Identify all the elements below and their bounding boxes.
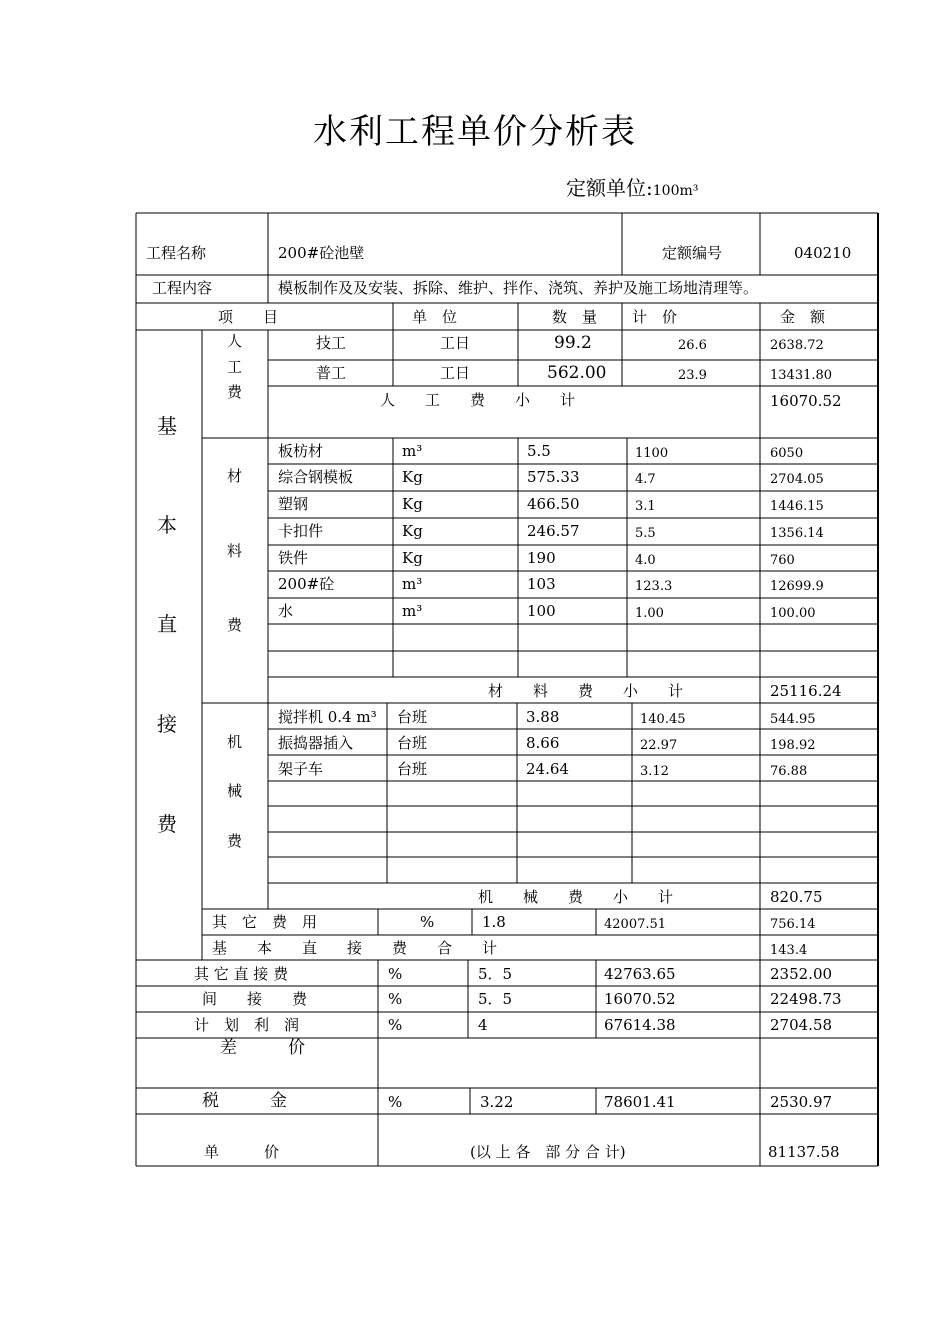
material-row-5-unit: Kg [402, 549, 423, 567]
material-row-7-price: 1.00 [635, 606, 664, 621]
machinery-subtotal-label: 机 械 费 小 计 [478, 888, 674, 906]
material-row-5-name: 铁件 [278, 549, 309, 567]
machinery-row-3-price: 3.12 [640, 764, 669, 779]
other-direct-amount: 2352.00 [770, 965, 833, 983]
labor-row-1-qty: 99.2 [554, 333, 592, 353]
price-diff-label: 差 价 [220, 1038, 305, 1058]
direct-fee-char-3: 直 [157, 612, 177, 636]
quota-unit-value: 100m³ [652, 183, 699, 199]
material-row-5-qty: 190 [527, 549, 556, 567]
material-row-2-price: 4.7 [635, 472, 656, 487]
other-fee-label: 其 它 费 用 [212, 913, 318, 931]
material-row-2-amount: 2704.05 [770, 472, 824, 487]
profit-unit: % [388, 1016, 403, 1034]
page-title: 水利工程单价分析表 [313, 112, 637, 152]
machinery-label-char-3: 费 [227, 832, 243, 850]
material-row-5-price: 4.0 [635, 553, 656, 568]
indirect-unit: % [388, 990, 403, 1008]
quota-no-label: 定额编号 [662, 244, 723, 262]
material-row-2-qty: 575.33 [527, 468, 580, 486]
machinery-row-2-qty: 8.66 [526, 734, 560, 752]
labor-row-1-name: 技工 [316, 334, 347, 352]
labor-subtotal-amount: 16070.52 [770, 392, 842, 410]
other-fee-base: 42007.51 [604, 917, 667, 932]
labor-row-1-amount: 2638.72 [770, 338, 824, 353]
profit-amount: 2704.58 [770, 1016, 833, 1034]
material-row-3-unit: Kg [402, 495, 423, 513]
material-subtotal-amount: 25116.24 [770, 682, 842, 700]
labor-label-char-2: 工 [227, 358, 243, 376]
other-direct-rate: 5．5 [478, 965, 513, 983]
indirect-rate: 5．5 [478, 990, 513, 1008]
other-direct-label: 其 它 直 接 费 [194, 965, 289, 983]
other-fee-rate: 1.8 [482, 913, 506, 931]
other-direct-base: 42763.65 [604, 965, 676, 983]
labor-label-char-1: 人 [227, 332, 243, 350]
machinery-row-3-unit: 台班 [397, 760, 428, 778]
machinery-label-char-2: 械 [227, 782, 243, 800]
material-row-6-qty: 103 [527, 575, 556, 593]
direct-fee-char-1: 基 [157, 414, 177, 438]
tax-label: 税 金 [202, 1091, 287, 1111]
quota-no-value: 040210 [794, 244, 852, 262]
labor-row-1-price: 26.6 [678, 338, 707, 353]
material-row-4-price: 5.5 [635, 526, 656, 541]
unit-price-note: (以 上 各 部 分 合 计) [470, 1143, 626, 1161]
material-subtotal-label: 材 料 费 小 计 [488, 682, 684, 700]
col-unit-header: 单 位 [412, 308, 458, 326]
col-price-header: 计 价 [632, 308, 678, 326]
material-row-7-amount: 100.00 [770, 606, 816, 621]
direct-fee-char-5: 费 [157, 812, 177, 836]
quota-unit-label: 定额单位: [566, 176, 653, 200]
machinery-subtotal-amount: 820.75 [770, 888, 823, 906]
material-label-char-3: 费 [227, 616, 243, 634]
material-row-3-qty: 466.50 [527, 495, 580, 513]
material-row-1-name: 板枋材 [278, 442, 324, 460]
machinery-row-1-unit: 台班 [397, 708, 428, 726]
material-row-1-unit: m³ [402, 442, 423, 460]
project-name-value: 200#砼池壁 [278, 244, 365, 262]
labor-row-2-unit: 工日 [440, 364, 471, 382]
material-row-4-unit: Kg [402, 522, 423, 540]
material-row-6-unit: m³ [402, 575, 423, 593]
material-label-char-1: 材 [227, 467, 243, 485]
tax-amount: 2530.97 [770, 1093, 833, 1111]
material-row-7-qty: 100 [527, 602, 556, 620]
machinery-row-3-qty: 24.64 [526, 760, 569, 778]
content-value: 模板制作及及安装、拆除、维护、拌作、浇筑、养护及施工场地清理等。 [278, 279, 759, 297]
material-row-4-amount: 1356.14 [770, 526, 824, 541]
material-row-4-name: 卡扣件 [278, 522, 324, 540]
material-row-7-name: 水 [278, 602, 294, 620]
profit-base: 67614.38 [604, 1016, 676, 1034]
machinery-row-2-amount: 198.92 [770, 738, 816, 753]
material-row-6-name: 200#砼 [278, 575, 335, 593]
machinery-row-2-name: 振捣器插入 [278, 734, 354, 752]
col-qty-header: 数 量 [552, 308, 598, 326]
other-direct-unit: % [388, 965, 403, 983]
labor-row-2-name: 普工 [316, 364, 347, 382]
material-row-4-qty: 246.57 [527, 522, 580, 540]
material-row-5-amount: 760 [770, 553, 795, 568]
machinery-row-3-amount: 76.88 [770, 764, 808, 779]
labor-label-char-3: 费 [227, 383, 243, 401]
material-label-char-2: 料 [227, 542, 243, 560]
machinery-row-2-price: 22.97 [640, 738, 678, 753]
material-row-3-name: 塑钢 [278, 495, 309, 513]
labor-row-2-price: 23.9 [678, 368, 707, 383]
unit-price-label: 单 价 [204, 1143, 280, 1161]
indirect-amount: 22498.73 [770, 990, 842, 1008]
material-row-1-qty: 5.5 [527, 442, 551, 460]
other-fee-amount: 756.14 [770, 917, 816, 932]
col-item-header: 项 目 [218, 308, 279, 326]
content-label: 工程内容 [152, 279, 213, 297]
machinery-label-char-1: 机 [227, 733, 243, 751]
material-row-1-price: 1100 [635, 446, 669, 461]
labor-row-1-unit: 工日 [440, 334, 471, 352]
basic-total-amount: 143.4 [770, 943, 808, 958]
profit-label: 计 划 利 润 [194, 1016, 300, 1034]
labor-row-2-amount: 13431.80 [770, 368, 833, 383]
material-row-7-unit: m³ [402, 602, 423, 620]
project-name-label: 工程名称 [146, 244, 207, 262]
indirect-label: 间 接 费 [202, 990, 308, 1008]
tax-base: 78601.41 [604, 1093, 676, 1111]
material-row-1-amount: 6050 [770, 446, 804, 461]
material-row-6-amount: 12699.9 [770, 579, 824, 594]
labor-subtotal-label: 人 工 费 小 计 [380, 391, 576, 409]
profit-rate: 4 [478, 1016, 488, 1034]
material-row-3-amount: 1446.15 [770, 499, 824, 514]
basic-total-label: 基 本 直 接 费 合 计 [212, 939, 498, 957]
direct-fee-char-2: 本 [157, 513, 177, 537]
tax-rate: 3.22 [480, 1093, 514, 1111]
machinery-row-1-name: 搅拌机 0.4 m³ [278, 708, 377, 726]
col-amount-header: 金 额 [780, 308, 826, 326]
machinery-row-1-qty: 3.88 [526, 708, 560, 726]
indirect-base: 16070.52 [604, 990, 676, 1008]
material-row-6-price: 123.3 [635, 579, 673, 594]
machinery-row-1-amount: 544.95 [770, 712, 816, 727]
machinery-row-2-unit: 台班 [397, 734, 428, 752]
direct-fee-char-4: 接 [157, 712, 177, 736]
material-row-2-unit: Kg [402, 468, 423, 486]
material-row-3-price: 3.1 [635, 499, 656, 514]
machinery-row-1-price: 140.45 [640, 712, 686, 727]
unit-price-amount: 81137.58 [768, 1143, 840, 1161]
labor-row-2-qty: 562.00 [547, 363, 607, 383]
tax-unit: % [388, 1093, 403, 1111]
other-fee-unit: % [420, 913, 435, 931]
material-row-2-name: 综合钢模板 [278, 468, 354, 486]
machinery-row-3-name: 架子车 [278, 760, 324, 778]
